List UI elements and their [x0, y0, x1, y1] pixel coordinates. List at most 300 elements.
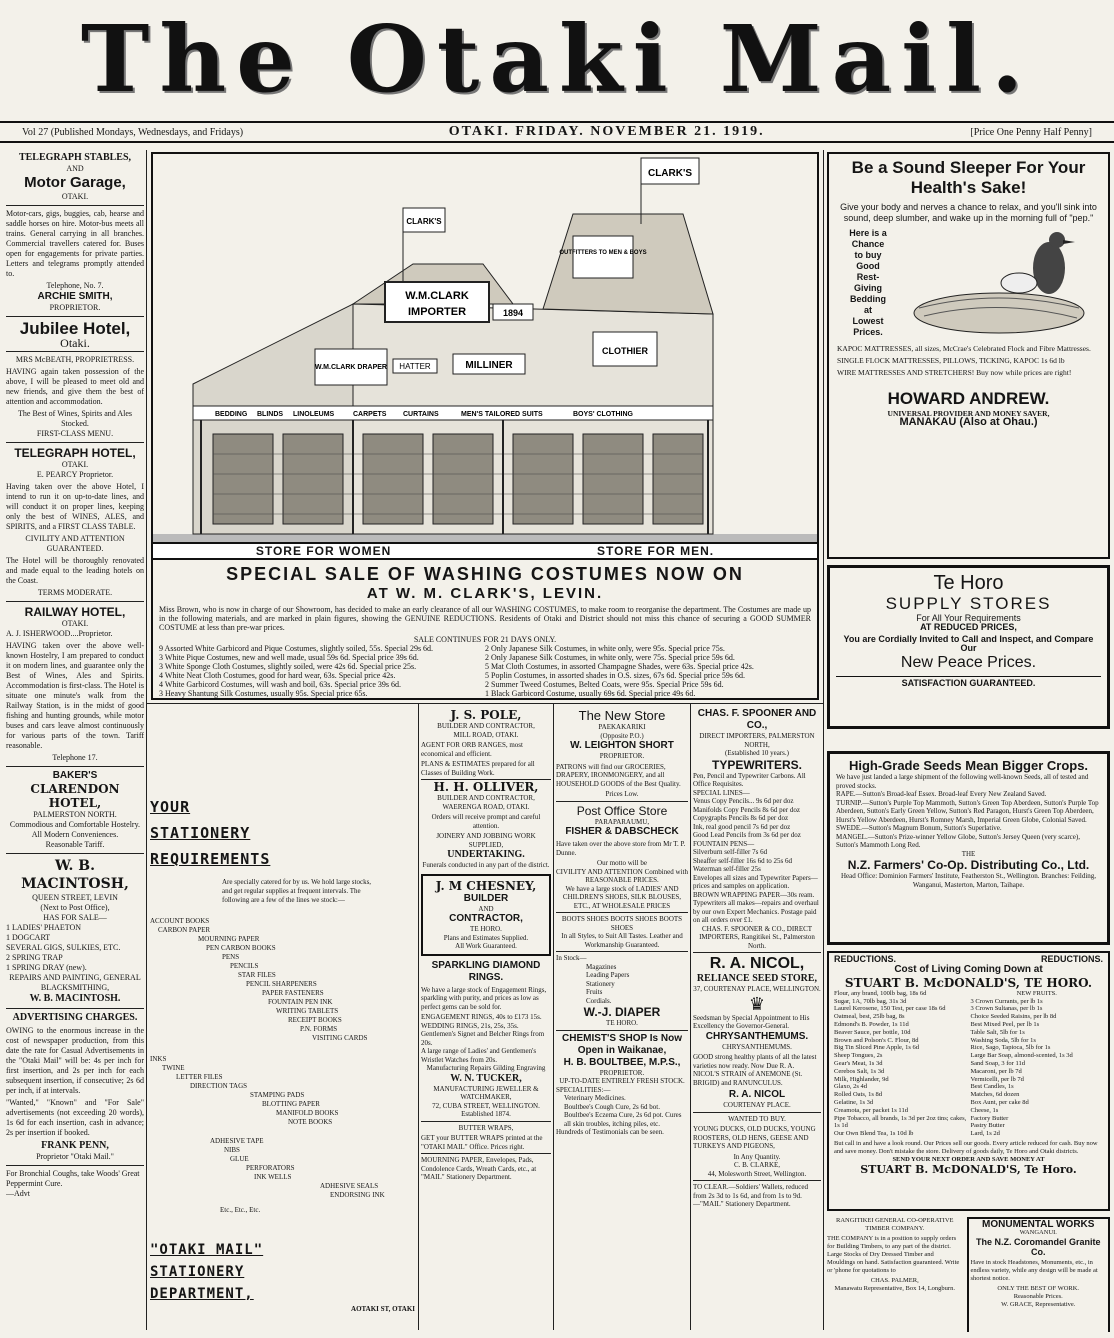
issue-date: OTAKI. FRIDAY. NOVEMBER 21. 1919. — [448, 124, 765, 139]
single-flock-text: SINGLE FLOCK MATTRESSES, PILLOWS, TICKING, KAPOC 1s 6d lb — [837, 356, 1065, 365]
sign-carpets: CARPETS — [353, 411, 387, 418]
sign-bedding: BEDDING — [215, 411, 248, 418]
grocer-item: Table Salt, 5lb for 1s — [970, 1028, 1025, 1036]
railway-otaki: OTAKI. — [61, 619, 89, 628]
sign-blinds: BLINDS — [257, 411, 284, 418]
sign-outfitters: OUTFITTERS TO MEN & BOYS — [559, 250, 647, 256]
tucker-heading: W. N. TUCKER, — [450, 1072, 522, 1084]
grocer-item: Sheep Tongues, 2s — [834, 1052, 883, 1060]
nicol-sub: RELIANCE SEED STORE, — [696, 973, 818, 984]
grocer-item: Creamota, per packet 1s 11d — [834, 1106, 908, 1114]
pole-body: AGENT FOR ORB RANGES, most economical and efficient. — [421, 741, 523, 758]
stationery-item: P.N. FORMS — [300, 1025, 338, 1033]
clarks-advertisement — [151, 152, 819, 700]
ring-item: Gentlemen's Signet and Belcher Rings from 20s. — [421, 1030, 545, 1047]
sale-intro: Miss Brown, who is now in charge of our Showroom, has decided to make an early clearance of all our WASHING COSTUMES, to make room to reorganise the department. The Costumes are made up in the following materials, and are marked in plain figures, showing the GENUINE REDUCTIONS. Residents of Otaki and District should not miss this chance of securing a GOOD SUMMER COSTUME at less than pre-war prices. — [159, 605, 811, 632]
chance-word: to buy — [854, 250, 882, 260]
frank-penn: FRANK PENN, — [41, 1140, 109, 1151]
telephone-text: Telephone, No. 7. — [46, 281, 104, 290]
chesney-builder: BUILDER — [463, 892, 509, 904]
pole-sub: BUILDER AND CONTRACTOR, — [437, 722, 535, 730]
dept-line-1: "OTAKI MAIL" — [150, 1242, 264, 1258]
chance-list — [837, 228, 899, 338]
grace-rep: W. GRACE, Representative. — [1001, 1301, 1076, 1308]
stationery-item: GLUE — [230, 1155, 249, 1163]
sign-milliner: MILLINER — [465, 360, 513, 371]
queen-street: QUEEN STREET, LEVIN — [32, 893, 118, 902]
pole-address: MILL ROAD, OTAKI. — [453, 730, 519, 739]
costume-item: 3 White Sponge Cloth Costumes, slightly soiled, were 42s 6d. Special price 25s. — [159, 662, 417, 671]
pole-heading: J. S. POLE, — [450, 708, 522, 722]
fountain-pens-text: FOUNTAIN PENS— — [693, 839, 755, 848]
masthead — [0, 0, 1114, 120]
bakers-text: BAKER'S — [52, 770, 98, 781]
timber-ad — [827, 1217, 963, 1332]
sign-importer: IMPORTER — [407, 306, 467, 318]
and-text: AND — [66, 164, 84, 173]
grocer-item: Edmond's B. Powder, 1s 11d — [834, 1020, 909, 1028]
sign-wm-clark: W.M.CLARK — [405, 290, 469, 302]
stationery-title-your: YOUR — [150, 798, 191, 816]
manawatu-rep: Manawatu Representative, Box 14, Longburn. — [834, 1285, 955, 1292]
speciality-item: Boultbee's Eczema Cure, 2s 6d pot. Cures all skin troubles, itching piles, etc. — [564, 1111, 682, 1128]
grocer-item: Milk, Highlander, 9d — [834, 1075, 889, 1083]
royal-crest-icon: ♛ — [748, 993, 766, 1014]
stationery-item: WRITING TABLETS — [276, 1007, 339, 1015]
terms-text: TERMS MODERATE. — [37, 588, 113, 597]
grocer-item: 3 Crown Currants, per lb 1s — [970, 997, 1043, 1005]
jubilee-otaki: Otaki. — [60, 336, 90, 350]
grocer-item: Macaroni, per lb 7d — [970, 1067, 1022, 1075]
send-order-text: SEND YOUR NEXT ORDER AND SAVE MONEY AT — [892, 1155, 1045, 1163]
clarendon-hotel-heading: CLARENDON HOTEL, — [30, 782, 120, 810]
sale-continues: SALE CONTINUES FOR 21 DAYS ONLY. — [413, 635, 557, 644]
grocer-right-list — [971, 990, 1104, 1138]
courtenay-place: COURTENAY PLACE. — [723, 1101, 791, 1109]
sign-boys-clothing: BOYS' CLOTHING — [573, 411, 633, 418]
cost-of-living: Cost of Living Coming Down at — [894, 963, 1043, 975]
reductions-right: REDUCTIONS. — [1040, 954, 1103, 964]
special-sale-heading: SPECIAL SALE OF WASHING COSTUMES NOW ON — [226, 564, 744, 584]
telegraph-body: Having taken over the above Hotel, I intend to run it on up-to-date lines, and will conduct it on proper lines, keeping only the best of WINES, ALES, and SPIRITS, and a FIRST CLASS TABLE. — [6, 482, 144, 531]
stationery-item: CARBON PAPER — [158, 926, 211, 934]
stationery-title-stationery: STATIONERY — [150, 824, 251, 842]
importers-column — [693, 708, 821, 1330]
satisfaction-guaranteed: SATISFACTION GUARANTEED. — [836, 676, 1101, 688]
opposite-po: (Opposite P.O.) — [600, 731, 644, 740]
palmerston-text: PALMERSTON NORTH. — [33, 810, 117, 819]
grocer-item: Laurel Kerosene, 150 Test, per case 18s 6d — [834, 1005, 946, 1013]
reasonable-prices: Reasonable Prices. — [1013, 1293, 1063, 1300]
costume-item: 2 Only Japanese Silk Costumes, in white only, were 75s. Special price 59s 6d. — [485, 653, 735, 662]
butter-heading: BUTTER WRAPS, — [458, 1123, 514, 1132]
stationery-item: RECEIPT BOOKS — [288, 1016, 342, 1024]
next-post-office: (Next to Post Office), — [40, 903, 110, 912]
chrysanthemums-sub: CHRYSANTHEMUMS. — [722, 1042, 792, 1051]
grocer-item: Glaxo, 2s 4d — [834, 1083, 868, 1091]
volume-line: Vol 27 (Published Mondays, Wednesdays, and Fridays) — [22, 126, 244, 138]
stationery-item: PAPER FASTENERS — [262, 989, 324, 997]
pearcy-text: E. PEARCY Proprietor. — [36, 470, 114, 479]
spooner-signature: CHAS. F. SPOONER & CO., DIRECT IMPORTERS, Rangitikei St., Palmerston North. — [699, 924, 815, 950]
store-for-women: STORE FOR WOMEN — [255, 544, 392, 558]
bottom-ads — [827, 1217, 1110, 1332]
stationery-item: NOTE BOOKS — [288, 1118, 333, 1126]
costume-item — [159, 698, 485, 700]
stationery-item: LETTER FILES — [176, 1073, 223, 1081]
seedsman-text: Seedsman by Special Appointment to His Excellency the Governor-General. — [693, 1013, 810, 1030]
commodious-text: Commodious and Comfortable Hostelry. — [9, 820, 141, 829]
stock-item: Magazines — [586, 962, 617, 971]
wines-text: The Best of Wines, Spirits and Ales Stocked. — [18, 409, 132, 428]
stationery-item: MANIFOLD BOOKS — [276, 1109, 339, 1117]
supply-stores-heading: SUPPLY STORES — [885, 594, 1052, 613]
chance-word: Here is a — [849, 228, 887, 238]
grocer-item: Factory Butter — [970, 1114, 1009, 1122]
motto-text: Our motto will be — [597, 859, 647, 867]
sale-item: 1 DOGCART — [6, 933, 51, 942]
price-line: [Price One Penny Half Penny] — [970, 126, 1092, 138]
ring-item: ENGAGEMENT RINGS, 40s to £173 15s. — [421, 1013, 542, 1021]
sale-item: 2 SPRING TRAP — [6, 953, 63, 962]
costume-item: 2 Summer Tweed Costumes, Belted Coats, were 95s. Special Price 59s 6d. — [485, 680, 724, 689]
te-horo-supply-ad — [827, 565, 1110, 729]
railway-hotel-heading: RAILWAY HOTEL, — [24, 605, 126, 619]
stationery-etc: Etc., Etc., Etc. — [220, 1206, 261, 1214]
stock-item: Fruits — [586, 988, 603, 996]
at-clarks-heading: AT W. M. CLARK'S, LEVIN. — [366, 585, 604, 602]
typewriter-repairs: Typewriters all makes—repairs and overhaul by our own Expert Mechanics. Postage paid on all orders over £1. — [693, 899, 819, 924]
any-quantity: In Any Quantity. — [733, 1152, 781, 1161]
repairs-text: REPAIRS AND PAINTING, GENERAL BLACKSMITHING, — [9, 973, 141, 992]
leighton-short: W. LEIGHTON SHORT — [570, 740, 674, 751]
grocer-item: Cheese, 1s — [970, 1106, 999, 1114]
costume-item: 9 Assorted White Garbicord and Pique Costumes, slightly soiled, 55s. Special 29s 6d. — [159, 644, 434, 653]
monumental-heading: MONUMENTAL WORKS — [982, 1219, 1095, 1230]
seed-item: RAPE.—Sutton's Broad-leaf Essex. Broad-leaf Every New Zealand Saved. — [836, 790, 1047, 798]
flag-sign-right: CLARK'S — [647, 168, 693, 179]
in-all-styles: In all Styles, to Suit All Tastes. Leather and Workmanship Guaranteed. — [561, 932, 683, 949]
diaper-place: TE HORO. — [606, 1019, 638, 1027]
seed-item: TURNIP.—Sutton's Purple Top Mammoth, Sutton's Green Top Aberdeen, Sutton's Purple Top Aberdeen, Sutton's Early Green Yellow, Sutton's Red Paragon, Hurst's Green Top Aberdeen, Hurst's Yellow Aberdeen, Hurst's Romney Marsh, Imperial Green Globe, Colonial Saved. — [836, 798, 1099, 824]
grocer-item: Best Candles, 1s — [970, 1083, 1014, 1091]
advertising-body: OWING to the enormous increase in the cost of newspaper production, from this date the rate for Casual Advertisements in the "Otaki Mail" will be: 4s per inch for first insertion, and 2s per inch for each subsequent insertion, if consecutive; 2s 6d per inch, if at intervals. — [6, 1026, 144, 1095]
brown-paper-text: BROWN WRAPPING PAPER—30s ream. — [693, 890, 815, 899]
stationery-item: ENDORSING INK — [330, 1191, 385, 1199]
archie-smith: ARCHIE SMITH, — [37, 291, 113, 302]
grocer-item: Brown and Polson's C. Flour, 8d — [834, 1036, 919, 1044]
stationery-item: NIBS — [224, 1146, 240, 1154]
stationery-item: PERFORATORS — [246, 1164, 295, 1172]
chance-word: Lowest — [852, 316, 884, 326]
stock-item: Cordials. — [586, 996, 612, 1005]
grocer-item: NEW FRUITS. — [1016, 989, 1057, 997]
sign-curtains: CURTAINS — [403, 411, 439, 418]
special-line: Ink, real good pencil 7s 6d per doz — [693, 822, 791, 831]
flag-sign-left: CLARK'S — [406, 217, 442, 226]
sleeper-body: Give your body and nerves a chance to relax, and you'll sink into sound, deep slumber, and wake up in the morning full of "pep." — [840, 202, 1097, 223]
howard-andrew-heading: HOWARD ANDREW. — [887, 389, 1050, 408]
wanganui-text: WANGANUI. — [1019, 1229, 1057, 1236]
bronchial-text: For Bronchial Coughs, take Woods' Great Peppermint Cure. — [6, 1169, 140, 1188]
right-column — [827, 152, 1110, 1332]
jubilee-hotel-heading: Jubilee Hotel, — [19, 319, 131, 338]
mourning-text: MOURNING PAPER, Envelopes, Pads, Condolence Cards, Wreath Cards, etc., at "MAIL" Stationery Department. — [421, 1156, 537, 1181]
fisher-body: Have taken over the above store from Mr T. P. Dunne. — [556, 840, 686, 857]
macintosh-signature: W. B. MACINTOSH. — [29, 993, 121, 1004]
grocer-item: Rice, Sago, Tapioca, 5lb for 1s — [970, 1044, 1051, 1052]
stationery-item: INK WELLS — [254, 1173, 292, 1181]
chance-word: Rest- — [856, 272, 880, 282]
mcdonalds-ad — [827, 951, 1110, 1211]
dept-line-3: DEPARTMENT, — [150, 1286, 254, 1302]
grocer-item: Cerebos Salt, 1s 3d — [834, 1067, 885, 1075]
telegraph-stables-heading: TELEGRAPH STABLES, — [18, 152, 132, 163]
grocer-item: 3 Crown Sultanas, per lb 1s — [970, 1005, 1043, 1013]
speciality-item: Boultbee's Cough Cure, 2s 6d bot. — [564, 1102, 660, 1111]
farmers-seeds-ad — [827, 751, 1110, 945]
stationery-item: FOUNTAIN PEN INK — [268, 998, 333, 1006]
kapoc-text: KAPOC MATTRESSES, all sizes, McCrae's Celebrated Flock and Fibre Mattresses. — [837, 344, 1091, 353]
undertaking-text: UNDERTAKING. — [447, 849, 525, 860]
store-for-men: STORE FOR MEN. — [597, 544, 715, 558]
chance-word: Prices. — [853, 327, 883, 337]
established-text: Established 1874. — [461, 1110, 511, 1118]
stuart-footer: STUART B. McDONALD'S, Te Horo. — [860, 1163, 1077, 1177]
clarke-address: 44, Molesworth Street, Wellington. — [707, 1169, 807, 1178]
left-column — [6, 152, 144, 1332]
coromandel-heading: The N.Z. Coromandel Granite Co. — [975, 1237, 1101, 1257]
store-labels — [153, 542, 817, 560]
stationery-item: VISITING CARDS — [312, 1034, 368, 1042]
grocer-item: Sugar, 1A, 70lb bag, 31s 3d — [834, 997, 907, 1005]
column-rule — [823, 150, 824, 1330]
boultbee-heading: H. B. BOULTBEE, M.P.S., — [563, 1056, 681, 1068]
tucker-address: 72, CUBA STREET, WELLINGTON. — [432, 1101, 540, 1110]
chance-word: Good — [856, 261, 880, 271]
stationery-item: PENCIL SHARPENERS — [246, 980, 317, 988]
wanted-to-buy: WANTED TO BUY. — [728, 1114, 786, 1123]
te-horo-heading: Te Horo — [933, 572, 1004, 594]
sign-tailored-suits: MEN'S TAILORED SUITS — [461, 411, 543, 418]
sale-item: SEVERAL GIGS, SULKIES, ETC. — [6, 943, 121, 952]
universal-provider: UNIVERSAL PROVIDER AND MONEY SAVER, — [887, 409, 1050, 418]
wanted-body: YOUNG DUCKS, OLD DUCKS, YOUNG ROOSTERS, OLD HENS, GEESE AND TURKEYS AND PIGEONS, — [693, 1125, 816, 1150]
stationery-item: STAMPING PADS — [250, 1091, 305, 1099]
stores-column — [556, 708, 688, 1330]
leighton-proprietor: PROPRIETOR. — [599, 752, 645, 760]
sign-hatter: HATTER — [399, 362, 431, 371]
stationery-item: MOURNING PAPER — [198, 935, 260, 943]
special-lines-text: SPECIAL LINES— — [693, 788, 750, 797]
duck-mattress-illustration — [899, 228, 1089, 338]
stationery-item: PENS — [222, 953, 240, 961]
in-stock: In Stock— — [556, 954, 587, 962]
newspaper-title: The Otaki Mail. — [80, 5, 1034, 113]
conveniences-text: All Modern Conveniences. — [31, 830, 119, 839]
grocer-item: Large Bar Soap, almond-scented, 1s 3d — [970, 1052, 1073, 1060]
chrysanthemums-body: GOOD strong healthy plants of all the latest varieties now ready. Now Due R. A. NICOL'S STRAIN of ANEMONE (St. BRIGID) and RANUNCULUS. — [693, 1053, 817, 1087]
telegraph-hotel-heading: TELEGRAPH HOTEL, — [14, 446, 136, 460]
manakau-text: MANAKAU (Also at Ohau.) — [899, 416, 1038, 428]
dateline — [0, 121, 1114, 143]
stock-text: We have a large stock of LADIES' AND CHILDREN'S SHOES, SILK BLOUSES, ETC., AT WHOLESALE PRICES — [562, 884, 682, 910]
special-line: Good Lead Pencils from 3s 6d per doz — [693, 831, 801, 839]
sign-clothier: CLOTHIER — [602, 346, 648, 356]
seeds-heading: High-Grade Seeds Mean Bigger Crops. — [848, 758, 1089, 773]
boots-shoes: BOOTS SHOES BOOTS SHOES BOOTS SHOES — [561, 915, 683, 932]
only-best-work: ONLY THE BEST OF WORK. — [997, 1285, 1080, 1292]
at-reduced-prices: AT REDUCED PRICES, — [920, 622, 1017, 632]
chance-word: Giving — [853, 283, 882, 293]
first-class-menu: FIRST-CLASS MENU. — [36, 429, 114, 438]
palmer-name: CHAS. PALMER, — [870, 1277, 919, 1284]
rangitikei-heading: RANGITIKEI GENERAL CO-OPERATIVE TIMBER COMPANY. — [836, 1217, 954, 1232]
proprietor-text: PROPRIETOR. — [49, 303, 101, 312]
the-text: THE — [961, 849, 976, 858]
grocer-item: Rolled Oats, 1s 8d — [834, 1091, 883, 1099]
sign-linoleums: LINOLEUMS — [293, 411, 335, 418]
costume-item: 2 Only Japanese Silk Costumes, in white only, were 95s. Special price 75s. — [485, 644, 725, 653]
isherwood-text: A. J. ISHERWOOD....Proprietor. — [6, 629, 113, 638]
cordially-invited: You are Cordially Invited to Call and Inspect, and Compare Our — [843, 634, 1094, 653]
railway-telephone: Telephone 17. — [52, 753, 98, 762]
chesney-place: TE HORO. — [470, 925, 502, 933]
column-rule — [418, 704, 419, 1330]
stationery-intro: Are specially catered for by us. We hold large stocks, and get regular supplies at frequent intervals. The following are a few of the lines we stock:— — [222, 878, 372, 904]
costume-item: 3 White Pique Costumes, new and well made, usual 59s 6d. Special price 39s 6d. — [159, 653, 419, 662]
hundreds-testimonials: Hundreds of Testimonials can be seen. — [556, 1128, 664, 1136]
special-line: Manifolds Copy Pencils 8s 6d per doz — [693, 805, 800, 814]
grocer-item: Choice Seeded Raisins, per lb 8d — [970, 1013, 1057, 1021]
ring-item: WEDDING RINGS, 21s, 25s, 35s. — [421, 1021, 519, 1030]
otaki-text: OTAKI. — [61, 192, 89, 201]
nicol-heading: R. A. NICOL, — [709, 955, 805, 972]
grocer-item: Gear's Meat, 1s 3d — [834, 1059, 883, 1067]
boultbee-proprietor: PROPRIETOR. — [599, 1068, 645, 1077]
chesney-and: AND — [478, 904, 494, 913]
funerals-text: Funerals conducted in any part of the district. — [422, 861, 550, 869]
section-rule — [147, 703, 823, 704]
chemist-heading: CHEMIST'S SHOP Is Now Open in Waikanae, — [562, 1032, 682, 1056]
jubilee-body: HAVING again taken possession of the above, I will be pleased to meet old and new friends, and give them the best of attention and accommodation. — [6, 367, 144, 406]
special-line: Venus Copy Pencils... 9s 6d per doz — [693, 797, 794, 805]
costume-item: 5 Mat Cloth Costumes, in assorted Champagne Shades, were 63s. Special price 42s. — [485, 662, 754, 671]
tucker-sub: MANUFACTURING JEWELLER & WATCHMAKER, — [433, 1084, 539, 1101]
macintosh-heading: W. B. MACINTOSH, — [21, 858, 129, 892]
chance-word: Bedding — [850, 294, 886, 304]
grocer-item: Our Own Blend Tea, 1s 10d lb — [834, 1130, 914, 1138]
grocer-item: Gelatine, 1s 3d — [834, 1098, 874, 1106]
speciality-item: Veterinary Medicines. — [564, 1094, 626, 1102]
olliver-body: Orders will receive prompt and careful attention. — [431, 813, 541, 830]
costume-item: 1 Black Garbicord Costume, usually 69s 6d. Special price 49s 6d. — [485, 689, 696, 698]
column-rule — [690, 704, 691, 1330]
tariff-text: Reasonable Tariff. — [45, 840, 105, 849]
motto-body: CIVILITY AND ATTENTION Combined with REASONABLE PRICES. — [556, 867, 688, 884]
grocer-item: Beaver Sauce, per bottle, 10d — [834, 1028, 911, 1036]
stationery-items-3 — [150, 1137, 415, 1200]
fountain-item: Sheaffer self-filler 16s 6d to 25s 6d — [693, 856, 793, 865]
column-rule — [553, 704, 554, 1330]
sign-draper: W.M.CLARK DRAPER — [315, 364, 387, 371]
motor-garage-heading: Motor Garage, — [24, 174, 126, 191]
fisher-dabscheck: FISHER & DABSCHECK — [565, 826, 679, 837]
fountain-item: Silverburn self-filler 7s 6d — [693, 848, 768, 856]
costume-item: 5 Poplin Costumes, in assorted shades in O.S. sizes, 67s 6d. Special price 59s 6d. — [485, 671, 745, 680]
grocer-left-list — [834, 990, 967, 1138]
olliver-sub: BUILDER AND CONTRACTOR, WAERENGA ROAD, OTAKI. — [437, 794, 535, 811]
chesney-heading: J. M CHESNEY, — [435, 878, 537, 893]
frank-proprietor: Proprietor "Otaki Mail." — [36, 1152, 114, 1161]
for-all-requirements: For All Your Requirements — [916, 613, 1021, 623]
sale-item: 1 LADIES' PHAETON — [6, 923, 82, 932]
chrysanthemums-heading: CHRYSANTHEMUMS. — [705, 1030, 809, 1042]
chesney-work: All Work Guaranteed. — [455, 942, 517, 950]
grocer-item: Big Tin Sliced Pine Apple, 1s 6d — [834, 1044, 920, 1052]
stationery-items-1 — [150, 917, 415, 1043]
costume-item: 4 White Garbicord Costumes, will wash and boil, 63s. Special price 39s 6d. — [159, 680, 402, 689]
stationery-item: ACCOUNT BOOKS — [150, 917, 210, 925]
prices-low: Prices Low. — [605, 790, 639, 798]
stuart-heading: STUART B. McDONALD'S, TE HORO. — [844, 975, 1093, 990]
new-peace-prices: New Peace Prices. — [900, 654, 1037, 671]
monumental-body: Have in stock Headstones, Monuments, etc., in endless variety, while any design will be made at shortest notice. — [970, 1259, 1098, 1282]
olliver-heading: H. H. OLLIVER, — [433, 780, 539, 794]
patrons-text: PATRONS will find our GROCERIES, DRAPERY, IRONMONGERY, and all HOUSEHOLD GOODS of the Best Quality. — [556, 762, 681, 788]
stationery-item: INKS — [150, 1055, 167, 1063]
established-years: (Established 10 years.) — [725, 749, 789, 757]
garage-body: Motor-cars, gigs, buggies, cab, hearse and saddle horses on hire. Motor-bus meets all trains. General carrying in all branches. Commercial travellers catered for. Buses open for engagements for private parties. Letters and telegrams promptly attended to. — [6, 209, 144, 278]
chesney-contractor: CONTRACTOR, — [449, 913, 523, 924]
chance-word: Chance — [851, 239, 885, 249]
new-store-heading: The New Store — [578, 708, 666, 723]
civility-text: CIVILITY AND ATTENTION GUARANTEED. — [25, 534, 125, 553]
dept-line-2: STATIONERY — [150, 1264, 245, 1280]
advertising-body-2: "Wanted," "Known" and "For Sale" advertisements (not exceeding 20 words), 1s 6d for each insertion, cash in advance; 2s per insertion if booked. — [6, 1098, 144, 1137]
stationery-address: AOTAKI ST, OTAKI — [351, 1305, 415, 1313]
railway-body: HAVING taken over the above well-known Hostelry, I am prepared to conduct it on modern lines, and guarantee only the Best of Wines, Ales and Spirits. Accommodation is first-class. The Hotel is situate one minute's walk from the Railway Station, is in the midst of good fishing and hunting grounds, while motor buses and cars leave almost continuously for various parts of the town. Tariff reasonable. — [6, 641, 144, 750]
telegraph-body-2: The Hotel will be thoroughly renovated and made equal to the leading hotels on the Coast. — [6, 556, 144, 585]
costume-item: 4 White Neat Cloth Costumes, good for hard wear, 63s. Special price 42s. — [159, 671, 396, 680]
manufacturing-text: Manufacturing Repairs Gilding Engraving — [426, 1064, 546, 1072]
joinery-text: JOINERY AND JOBBING WORK SUPPLIED, — [436, 832, 536, 849]
sound-sleeper-heading: Be a Sound Sleeper For Your Health's Sake! — [851, 158, 1086, 197]
grocer-item: Vermicelli, per lb 7d — [970, 1075, 1024, 1083]
chesney-plans: Plans and Estimates Supplied. — [443, 933, 529, 942]
wire-mattress-text: WIRE MATTRESSES AND STRETCHERS! Buy now while prices are right! — [837, 368, 1072, 377]
stock-item: Stationery — [586, 979, 615, 988]
advertising-charges: ADVERTISING CHARGES. — [12, 1012, 138, 1023]
advt-text: —Advt — [6, 1189, 30, 1198]
but-call-text: But call in and have a look round. Our Prices sell our goods. Every article reduced for cash. Buy now and save money. Don't mistake the store. Delivery of goods daily, Te Horo and Otaki districts. — [834, 1139, 1098, 1155]
head-office: Head Office: Dominion Farmers' Institute, Featherston St., Wellington. Branches: Feilding, Wanganui, Masterton, Marton, Taihape. — [840, 872, 1097, 889]
costume-item — [485, 698, 811, 700]
grocer-item: Best Mixed Peel, per lb 1s — [970, 1020, 1040, 1028]
pen-pencil-text: Pen, Pencil and Typewriter Carbons. All Office Requisites. — [693, 771, 806, 788]
sparkling-heading: SPARKLING DIAMOND RINGS. — [431, 959, 541, 983]
rings-body: We have a large stock of Engagement Rings, sparkling with purity, and prices as low as perfect gems can be sold for. — [421, 985, 547, 1011]
has-for-sale: HAS FOR SALE— — [43, 913, 107, 922]
stationery-items-2 — [150, 1055, 415, 1127]
stationery-title-requirements: REQUIREMENTS — [150, 850, 271, 868]
seeds-body: We have just landed a large shipment of the following well-known Seeds, all of tested and proved stocks. — [836, 773, 1089, 790]
stationery-item: DIRECTION TAGS — [190, 1082, 248, 1090]
stationery-item: ADHESIVE TAPE — [210, 1137, 264, 1145]
paekakariki-text: PAEKAKARIKI — [598, 723, 646, 731]
howard-andrew-ad — [827, 152, 1110, 559]
ring-item: A large range of Ladies' and Gentlemen's Wristlet Watches from 20s. — [421, 1047, 537, 1064]
